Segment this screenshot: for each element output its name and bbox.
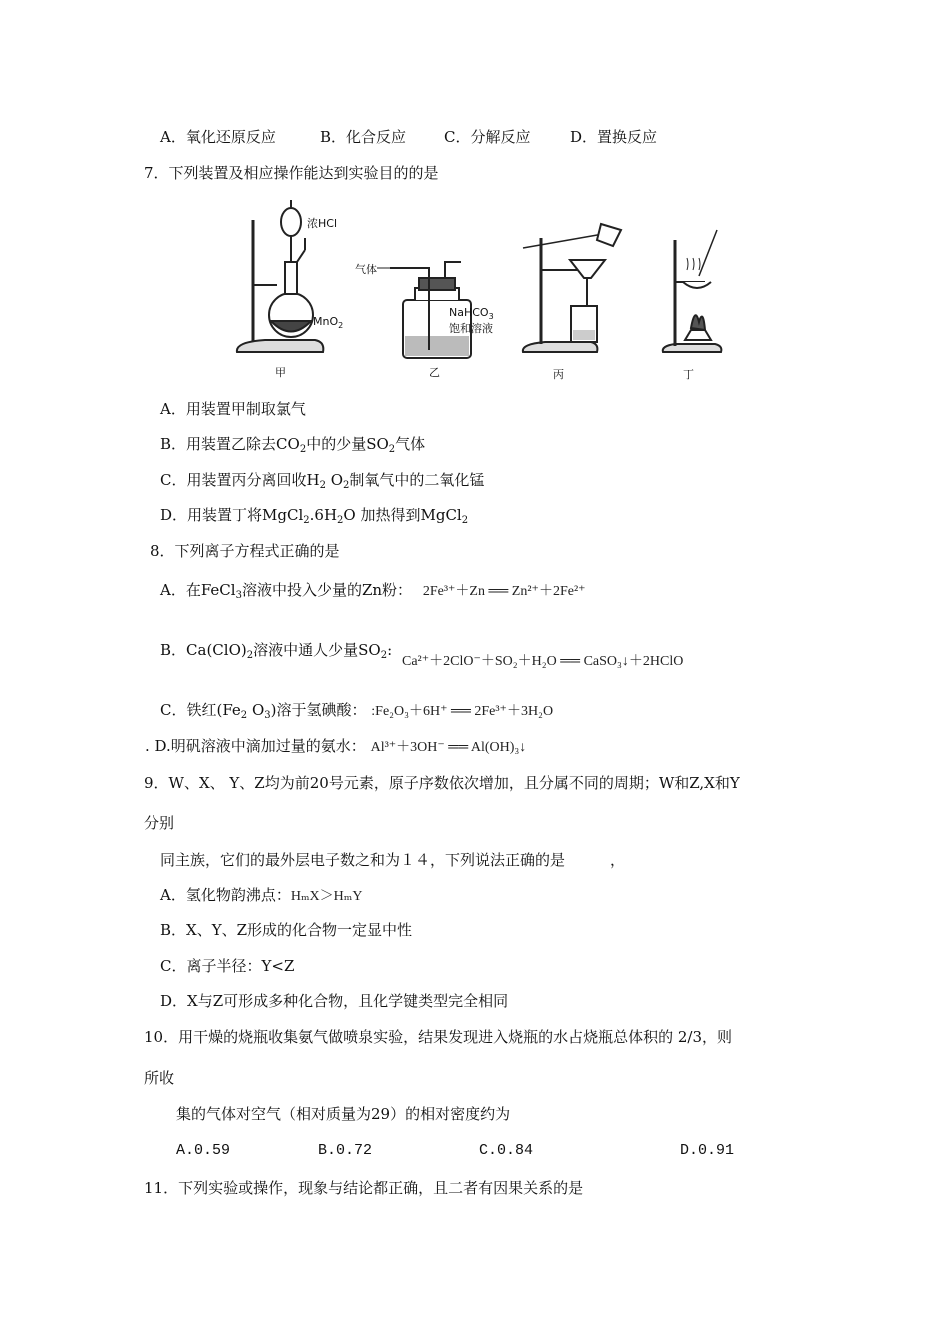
label-nahco3 [449, 306, 494, 321]
q8-b-post: : [387, 641, 393, 659]
q8-c-mid: O [247, 701, 265, 719]
q8-option-a [160, 580, 586, 606]
q10-stem-line2: 所收 [144, 1069, 175, 1087]
q8-a-pre: A．在FeCl [160, 581, 236, 599]
q11-stem: 11．下列实验或操作，现象与结论都正确，且二者有因果关系的是 [144, 1179, 584, 1197]
q8-a-equation: 2Fe³⁺＋Zn ══ Zn²⁺＋2Fe²⁺ [422, 584, 586, 599]
q9-a-text: A．氢化物韵沸点： [160, 886, 291, 904]
q8-b-pre: B．Ca(ClO) [160, 641, 247, 659]
q7-option-c [160, 470, 484, 496]
caption-bing: 丙 [553, 368, 564, 381]
q8-c-equation: :Fe₂O₃＋6H⁺ ══ 2Fe³⁺＋3H₂O [371, 704, 554, 719]
q10-stem-line1: 10．用干燥的烧瓶收集氨气做喷泉实验，结果发现进入烧瓶的水占烧瓶总体积的 2/3，则 [144, 1028, 732, 1046]
q9-stem-line3: 同主族，它们的最外层电子数之和为１４，下列说法正确的是 ， [160, 851, 626, 869]
q6-option-b: B．化合反应 [320, 128, 407, 146]
q7-d-mid: .6H [309, 506, 338, 524]
label-mno2 [313, 315, 343, 330]
q9-option-a [160, 885, 362, 907]
q10-option-a: A.0.59 [176, 1142, 231, 1159]
q8-c-pre: C．铁红(Fe [160, 701, 241, 719]
q7-d-sub3: 2 [461, 515, 469, 526]
q8-option-b-text [160, 640, 392, 666]
q7-b-pre: B．用装置乙除去CO [160, 435, 300, 453]
q10-option-b: B.0.72 [318, 1142, 373, 1159]
q7-c-pre: C．用装置丙分离回收H [160, 471, 320, 489]
q7-apparatus-figure [205, 190, 725, 390]
q7-b-sub1: 2 [299, 444, 307, 455]
q9-stem-line1: 9．W、X、 Y、Z均为前20号元素，原子序数依次增加，且分属不同的周期；W和Z,X和Y [144, 774, 740, 792]
q7-option-b [160, 434, 425, 460]
q7-stem: 7．下列装置及相应操作能达到实验目的的是 [144, 164, 439, 182]
q7-d-sub2: 2 [337, 515, 344, 526]
label-mno2-main: MnO [313, 315, 339, 328]
q8-a-sub: 3 [235, 590, 242, 601]
apparatus-ding [663, 230, 722, 352]
q8-option-c [160, 700, 553, 726]
q9-a-equation: HₘX＞HₘY [290, 889, 363, 904]
label-nahco3-main: NaHCO [449, 306, 489, 319]
label-mno2-sub: 2 [338, 321, 344, 330]
q10-stem-line3: 集的气体对空气（相对质量为29）的相对密度约为 [176, 1105, 511, 1123]
q9-option-b: B．X、Y、Z形成的化合物一定显中性 [160, 921, 413, 939]
label-conc-hcl: 浓HCl [307, 217, 338, 230]
q6-option-d: D．置换反应 [570, 128, 658, 146]
q8-d-equation: Al³⁺＋3OH⁻ ══ Al(OH)₃↓ [370, 740, 527, 755]
q10-option-d: D.0.91 [680, 1142, 735, 1159]
q7-b-mid: 中的少量SO [306, 435, 389, 453]
q10-option-c: C.0.84 [479, 1142, 534, 1159]
q8-c-sub2: 3 [264, 710, 271, 721]
q7-d-mid2: O 加热得到MgCl [343, 506, 462, 524]
q8-option-d [145, 736, 526, 758]
q7-d-sub1: 2 [303, 515, 310, 526]
q7-b-sub2: 2 [388, 444, 396, 455]
q8-stem: 8．下列离子方程式正确的是 [150, 542, 340, 560]
label-gas: 气体 [355, 263, 377, 276]
q7-c-post: 制氧气中的二氧化锰 [349, 471, 485, 489]
q9-option-c: C．离子半径：Y<Z [160, 957, 295, 975]
q8-b-sub2: 2 [380, 650, 388, 661]
q8-c-post: )溶于氢碘酸： [270, 701, 367, 719]
caption-yi: 乙 [429, 366, 440, 379]
q8-a-post: 溶液中投入少量的Zn粉： [241, 581, 413, 599]
q8-b-mid: 溶液中通人少量SO [253, 641, 381, 659]
q6-option-c: C．分解反应 [444, 128, 531, 146]
q9-option-d: D．X与Z可形成多种化合物，且化学键类型完全相同 [160, 992, 509, 1010]
q7-option-a: A．用装置甲制取氯气 [160, 400, 306, 418]
q8-b-sub: 2 [246, 650, 254, 661]
q6-option-a: A．氧化还原反应 [160, 128, 276, 146]
q7-b-post: 气体 [395, 435, 426, 453]
q7-c-sub1: 2 [319, 480, 326, 491]
apparatus-bing [523, 224, 621, 352]
q7-c-mid: O [325, 471, 344, 489]
label-nahco3-sub: 3 [488, 312, 494, 321]
q7-option-d [160, 505, 468, 531]
q7-c-sub2: 2 [343, 480, 350, 491]
q9-stem-line2: 分别 [144, 814, 175, 832]
caption-ding: 丁 [683, 368, 694, 381]
caption-jia: 甲 [275, 366, 286, 379]
q8-d-text: . D.明矾溶液中滴加过量的氨水： [145, 737, 366, 755]
q8-b-equation: Ca²⁺＋2ClO⁻＋SO₂＋H₂O ══ CaSO₃↓＋2HClO [402, 654, 684, 669]
label-saturated: 饱和溶液 [449, 322, 493, 335]
q7-d-pre: D．用装置丁将MgCl [160, 506, 304, 524]
q8-c-sub1: 2 [240, 710, 248, 721]
